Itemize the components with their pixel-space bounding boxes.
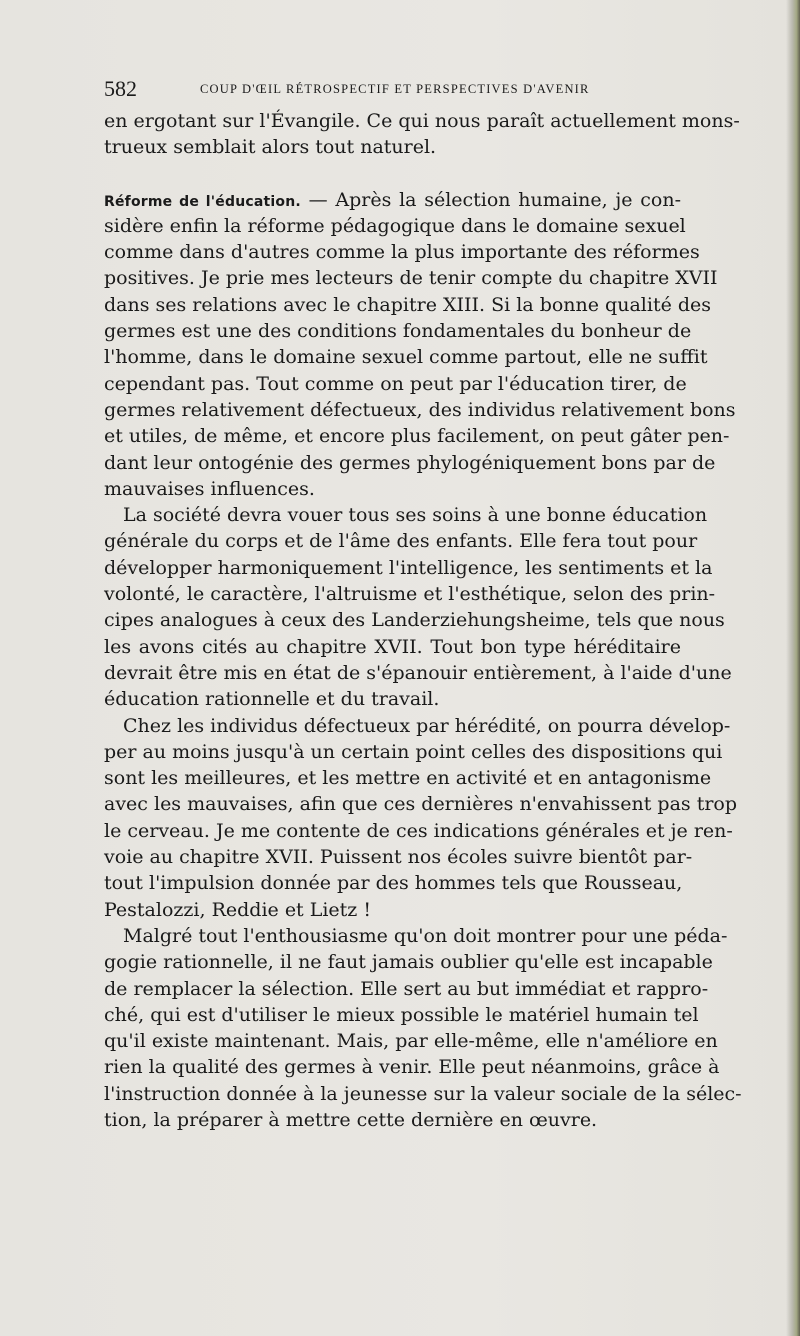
- text-line: développer harmoniquement l'intelligence, les sentiments et la: [104, 556, 713, 579]
- text-line: sont les meilleures, et les mettre en activité et en antagonisme: [104, 767, 712, 790]
- text-line: de remplacer la sélection. Elle sert au but immédiat et rappro-: [104, 977, 709, 1000]
- section-heading: Réforme de l'éducation.: [104, 193, 301, 210]
- text-line: comme dans d'autres comme la plus importante des réformes: [104, 241, 700, 264]
- text-line: l'instruction donnée à la jeunesse sur la valeur sociale de la sélec-: [104, 1082, 742, 1105]
- text-line: et utiles, de même, et encore plus facilement, on peut gâter pen-: [104, 425, 730, 448]
- text-line: rien la qualité des germes à venir. Elle peut néanmoins, grâce à: [104, 1056, 720, 1079]
- paragraph: [104, 923, 742, 1133]
- page-number: 582: [104, 76, 137, 101]
- text-line: voie au chapitre XVII. Puissent nos écoles suivre bientôt par-: [104, 846, 693, 869]
- text-line: en ergotant sur l'Évangile. Ce qui nous paraît actuellement mons-: [104, 110, 740, 132]
- text-line: dant leur ontogénie des germes phylogéniquement bons par de: [104, 451, 716, 474]
- running-head: COUP D'ŒIL RÉTROSPECTIF ET PERSPECTIVES D'AVENIR: [200, 82, 590, 96]
- text-line: le cerveau. Je me contente de ces indications générales et je ren-: [104, 819, 733, 842]
- text-line: dans ses relations avec le chapitre XIII. Si la bonne qualité des: [104, 293, 712, 316]
- section-first-line: [104, 187, 681, 213]
- text-line: positives. Je prie mes lecteurs de tenir compte du chapitre XVII: [104, 267, 718, 290]
- text-line: Pestalozzi, Reddie et Lietz !: [104, 898, 371, 921]
- text-line: trueux semblait alors tout naturel.: [104, 136, 437, 159]
- text-line: germes est une des conditions fondamentales du bonheur de: [104, 320, 692, 343]
- text-line: gogie rationnelle, il ne faut jamais oublier qu'elle est incapable: [104, 951, 713, 974]
- text-line: éducation rationnelle et du travail.: [104, 688, 440, 711]
- text-line: cependant pas. Tout comme on peut par l'éducation tirer, de: [104, 372, 687, 395]
- text-line: cipes analogues à ceux des Landerziehungsheime, tels que nous: [104, 609, 725, 632]
- text-line: les avons cités au chapitre XVII. Tout bon type héréditaire: [104, 635, 681, 658]
- paragraph: [104, 713, 738, 923]
- page-edge-shadow: [786, 0, 800, 1336]
- text-line: générale du corps et de l'âme des enfants. Elle fera tout pour: [104, 530, 698, 553]
- paragraph-gap: [104, 161, 681, 187]
- body-text: [104, 108, 742, 1133]
- text-line: Chez les individus défectueux par hérédité, on pourra dévelop-: [123, 714, 731, 737]
- page-header: [104, 76, 704, 106]
- text-line: tout l'impulsion donnée par des hommes tels que Rousseau,: [104, 872, 683, 895]
- text-line: germes relativement défectueux, des individus relativement bons: [104, 398, 736, 421]
- text-line: Malgré tout l'enthousiasme qu'on doit montrer pour une péda-: [123, 924, 728, 947]
- section-paragraph: [104, 187, 736, 503]
- text-line: tion, la préparer à mettre cette dernière en œuvre.: [104, 1108, 598, 1131]
- text-line: mauvaises influences.: [104, 477, 315, 500]
- paragraph: [104, 108, 740, 161]
- text-line: l'homme, dans le domaine sexuel comme partout, elle ne suffit: [104, 346, 708, 369]
- text-line: devrait être mis en état de s'épanouir entièrement, à l'aide d'une: [104, 661, 732, 684]
- text-line: La société devra vouer tous ses soins à une bonne éducation: [123, 504, 708, 527]
- text-line: volonté, le caractère, l'altruisme et l'esthétique, selon des prin-: [104, 583, 716, 606]
- text-line: sidère enfin la réforme pédagogique dans le domaine sexuel: [104, 214, 686, 237]
- text-line: per au moins jusqu'à un certain point celles des dispositions qui: [104, 740, 723, 763]
- text-line: avec les mauvaises, afin que ces dernières n'envahissent pas trop: [104, 793, 738, 816]
- text-run: — Après la sélection humaine, je con-: [308, 188, 682, 211]
- paragraph: [104, 502, 732, 712]
- text-line: qu'il existe maintenant. Mais, par elle-même, elle n'améliore en: [104, 1030, 718, 1053]
- text-line: ché, qui est d'utiliser le mieux possible le matériel humain tel: [104, 1003, 699, 1026]
